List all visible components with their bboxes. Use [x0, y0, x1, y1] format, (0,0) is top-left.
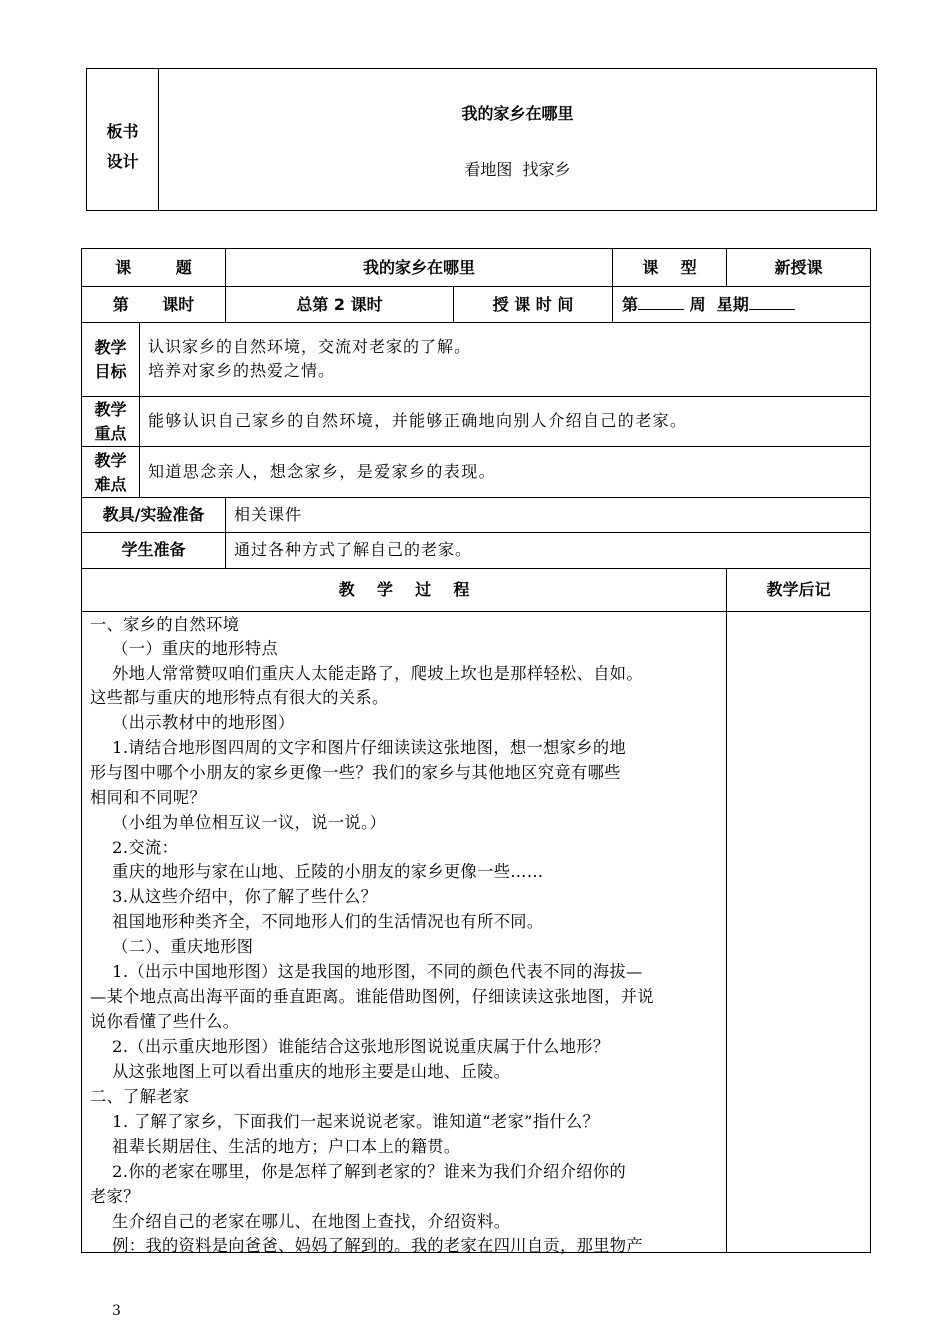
student-text: 通过各种方式了解自己的老家。 [234, 540, 473, 559]
goals-line2: 培养对家乡的热爱之情。 [148, 361, 336, 380]
diff-text: 知道思念亲人，想念家乡，是爱家乡的表现。 [148, 462, 497, 481]
topic-label: 课 题 [115, 258, 192, 277]
process-line: 说你看懂了些什么。 [90, 1012, 240, 1031]
key-label-line2: 重点 [94, 424, 127, 443]
process-line: 1.请结合地形图四周的文字和图片仔细读读这张地图，想一想家乡的地 [90, 738, 627, 757]
type-label: 课 型 [642, 258, 697, 277]
diff-label [82, 449, 139, 497]
type-value: 新授课 [774, 258, 823, 277]
process-header: 教 学 过 程 [338, 580, 470, 599]
tools-label: 教具/实验准备 [102, 505, 205, 524]
process-line: （出示教材中的地形图） [90, 713, 295, 732]
goals-line1: 认识家乡的自然环境，交流对老家的了解。 [148, 337, 472, 356]
process-line: 这些都与重庆的地形特点有很大的关系。 [90, 688, 389, 707]
board-label-line2: 设计 [106, 152, 139, 171]
board-label [87, 117, 158, 177]
time-label: 授 课 时 间 [492, 295, 574, 314]
process-line: 1. 了解了家乡，下面我们一起来说说老家。谁知道“老家”指什么？ [90, 1112, 600, 1131]
period-value: 总第 2 课时 [296, 295, 383, 314]
process-line: 重庆的地形与家在山地、丘陵的小朋友的家乡更像一些…… [90, 862, 544, 881]
process-line: 1.（出示中国地形图）这是我国的地形图，不同的颜色代表不同的海拔— [90, 962, 643, 981]
goals-label [82, 336, 139, 384]
diff-label-line1: 教学 [94, 451, 127, 470]
weekday-blank [749, 295, 795, 310]
student-label: 学生准备 [121, 540, 186, 559]
process-line: 2.你的老家在哪里，你是怎样了解到老家的？谁来为我们介绍介绍你的 [90, 1162, 627, 1181]
process-line: 祖辈长期居住、生活的地方；户口本上的籍贯。 [90, 1137, 461, 1156]
process-line: （二）、重庆地形图 [90, 937, 254, 956]
process-line: —某个地点高出海平面的垂直距离。谁能借助图例，仔细读读这张地图，并说 [90, 987, 654, 1006]
process-line: 例：我的资料是向爸爸、妈妈了解到的。我的老家在四川自贡，那里物产 [90, 1236, 643, 1255]
topic-value: 我的家乡在哪里 [362, 258, 475, 277]
process-line: （小组为单位相互议一议，说一说。） [90, 813, 387, 832]
process-line: 形与图中哪个小朋友的家乡更像一些？我们的家乡与其他地区究竟有哪些 [90, 763, 621, 782]
process-line: 二、了解老家 [90, 1087, 190, 1106]
page-number: 3 [112, 1303, 121, 1319]
week-prefix: 第 [622, 295, 639, 314]
tools-text: 相关课件 [234, 505, 303, 524]
key-text: 能够认识自己家乡的自然环境，并能够正确地向别人介绍自己的老家。 [148, 411, 688, 430]
board-label-line1: 板书 [106, 122, 139, 141]
process-line: 2.交流： [90, 838, 179, 857]
board-title: 我的家乡在哪里 [461, 104, 574, 123]
process-line: 2.（出示重庆地形图）谁能结合这张地形图说说重庆属于什么地形？ [90, 1037, 610, 1056]
board-subtitle: 看地图 找家乡 [464, 160, 571, 179]
goals-label-line2: 目标 [94, 362, 127, 381]
goals-label-line1: 教学 [94, 338, 127, 357]
key-label [82, 398, 139, 446]
process-line: 祖国地形种类齐全，不同地形人们的生活情况也有所不同。 [90, 912, 544, 931]
process-line: 3.从这些介绍中，你了解了些什么？ [90, 887, 378, 906]
process-line: 一、家乡的自然环境 [90, 615, 240, 634]
process-line: （一）重庆的地形特点 [90, 639, 279, 658]
week-blank [638, 295, 684, 310]
key-label-line1: 教学 [94, 400, 127, 419]
process-line: 从这张地图上可以看出重庆的地形主要是山地、丘陵。 [90, 1062, 511, 1081]
diff-label-line2: 难点 [94, 475, 127, 494]
week-mid: 周 星期 [684, 295, 749, 314]
process-line: 外地人常常赞叹咱们重庆人太能走路了，爬坡上坎也是那样轻松、自如。 [90, 664, 643, 683]
process-line: 生介绍自己的老家在哪儿、在地图上查找，介绍资料。 [90, 1212, 511, 1231]
period-label: 第 课时 [112, 295, 195, 314]
week-field [622, 295, 795, 315]
process-line: 相同和不同呢？ [90, 788, 207, 807]
process-line: 老家？ [90, 1187, 140, 1206]
notes-header: 教学后记 [766, 580, 831, 599]
